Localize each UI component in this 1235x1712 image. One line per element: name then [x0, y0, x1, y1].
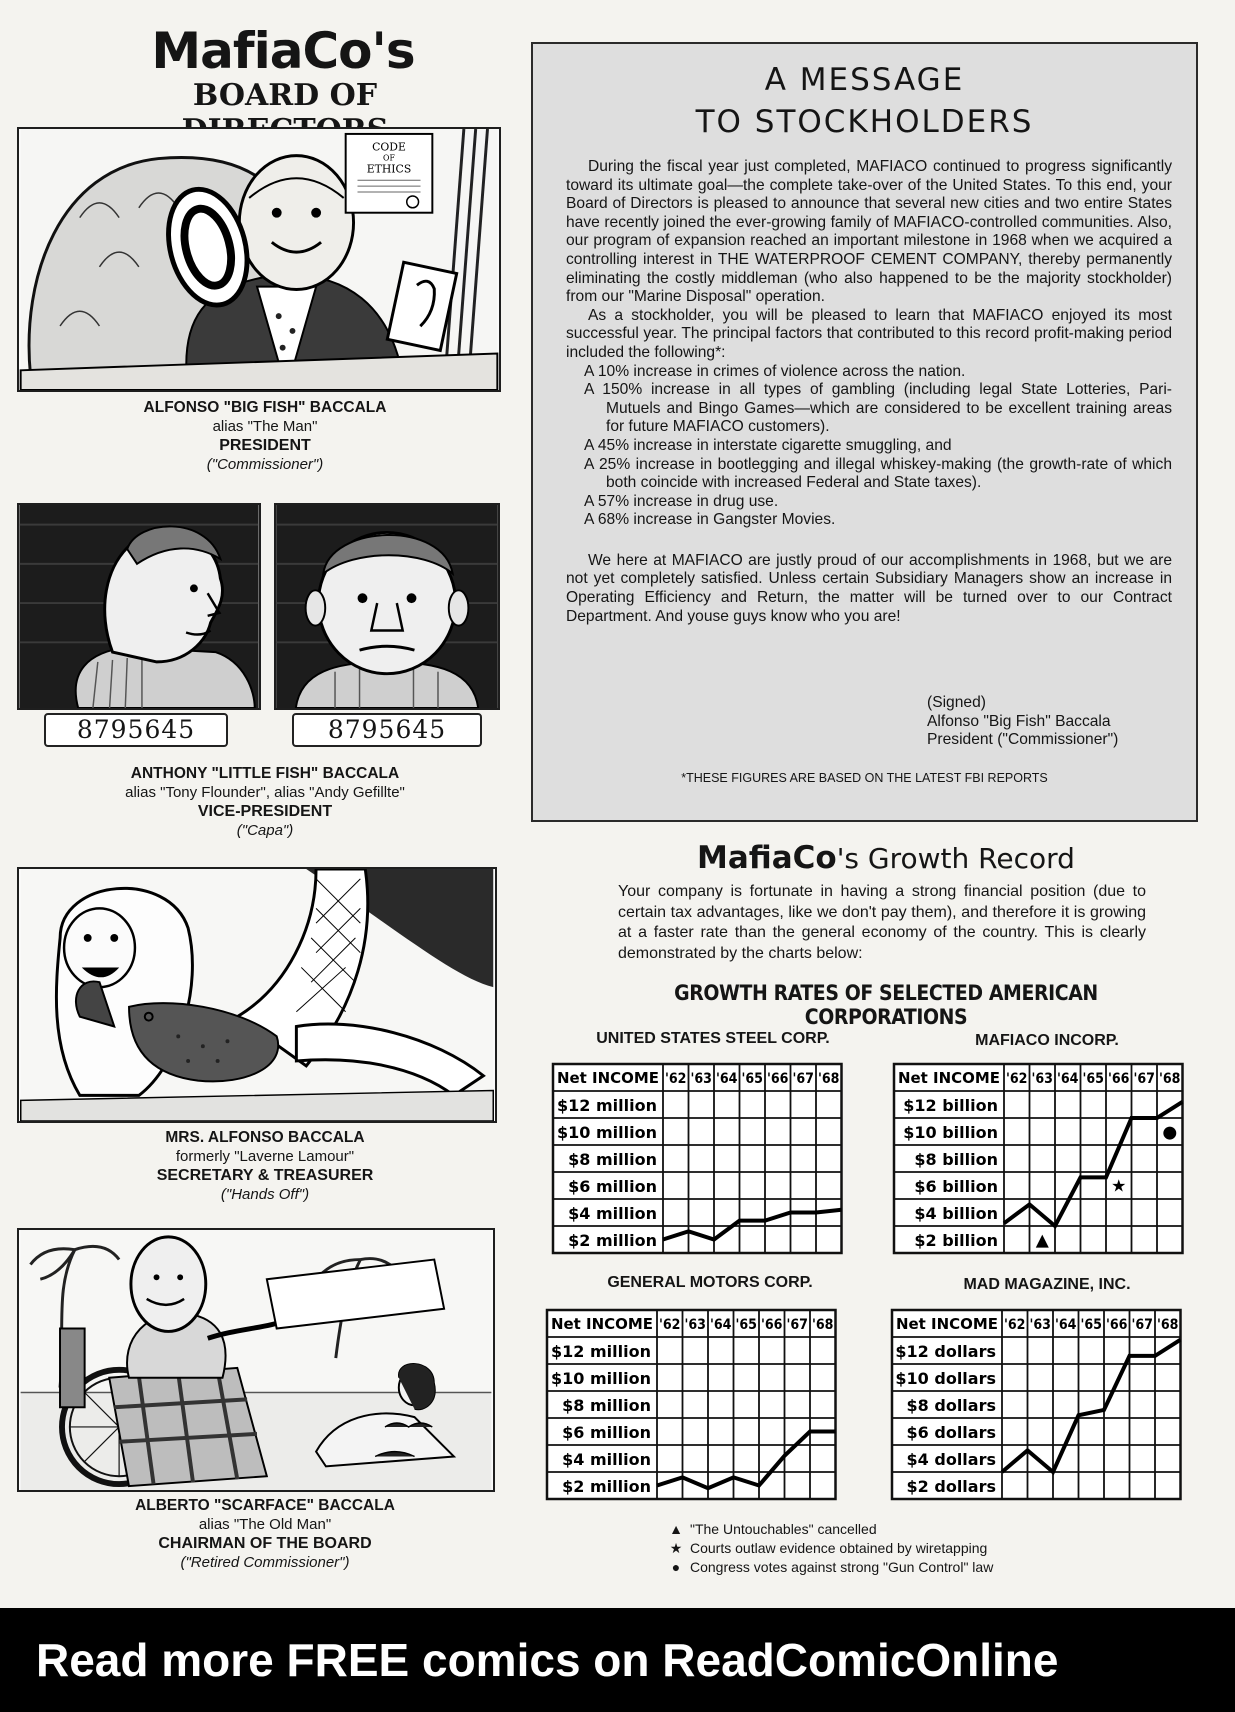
director-nickname: ("Hands Off") [220, 1186, 310, 1203]
factor-item: A 68% increase in Gangster Movies. [584, 511, 836, 529]
director-title: SECRETARY & TREASURER [156, 1167, 374, 1184]
chart-year-label: '68 [812, 1317, 834, 1333]
chart-year-label: '65 [1082, 1071, 1104, 1087]
chart-corner-label: Net INCOME [551, 1315, 653, 1333]
chart-year-label: '66 [1106, 1317, 1128, 1333]
factor-item: A 10% increase in crimes of violence across the nation. [584, 362, 966, 380]
chart-row-label: $4 million [568, 1204, 657, 1223]
chart-title-mad-magazine: MAD MAGAZINE, INC. [963, 1276, 1131, 1293]
factor-item: A 150% increase in all types of gambling (including legal State Lotteries, Pari-Mutuels and Bingo Games—which are considered to be excellent training areas for future MAFIACO customers). [584, 381, 1172, 436]
chart-row-label: $10 million [557, 1123, 657, 1142]
growth-intro-text: Your company is fortunate in having a strong financial position (due to certain tax advantages, like we don't pay them), and therefore it is growing at a faster rate than the general economy of the country. This is clearly demonstrated by the charts below: [618, 883, 1146, 962]
message-body [566, 158, 1172, 626]
director-name: ALFONSO "BIG FISH" BACCALA [143, 399, 387, 416]
message-footnote: *THESE FIGURES ARE BASED ON THE LATEST FBI REPORTS [681, 771, 1048, 785]
code-sign-line2: OF [383, 153, 395, 163]
chart-year-label: '62 [1004, 1317, 1026, 1333]
message-paragraph-3: We here at MAFIACO are justly proud of our accomplishments in 1968, but we are not yet completely satisfied. Unless certain Subsidiary Managers show an increase in Operating Efficiency and Return, the matter will be turned over to our Contract Department. And youse guys know who you are! [566, 551, 1172, 625]
chart-year-label: '64 [710, 1317, 732, 1333]
director-title: CHAIRMAN OF THE BOARD [158, 1535, 372, 1552]
chart-year-label: '63 [1029, 1317, 1051, 1333]
vp-front-drawing [276, 505, 498, 708]
chart-title-mafiaco: MAFIACO INCORP. [975, 1032, 1119, 1049]
secretary-drawing [19, 869, 495, 1121]
chart-row-label: $12 million [551, 1342, 651, 1361]
chart-row-label: $12 dollars [895, 1342, 996, 1361]
chart-year-label: '67 [786, 1317, 808, 1333]
secretary-caption [60, 1128, 470, 1204]
director-nickname: ("Retired Commissioner") [180, 1554, 350, 1571]
chart-svg [552, 1063, 843, 1254]
chart-row-label: $2 million [568, 1231, 657, 1250]
chart-row-label: $8 million [562, 1396, 651, 1415]
president-illustration [17, 127, 501, 392]
director-nickname: ("Commissioner") [206, 456, 324, 473]
code-sign-line1: CODE [372, 140, 406, 154]
chart-svg [546, 1309, 837, 1500]
factor-item: A 45% increase in interstate cigarette smuggling, and [584, 436, 952, 454]
legend-text: Congress votes against strong "Gun Control" law [690, 1559, 994, 1575]
director-title: PRESIDENT [219, 437, 311, 454]
chart-row-label: $12 billion [903, 1096, 998, 1115]
chart-row-label: $10 million [551, 1369, 651, 1388]
signature-block [927, 694, 1118, 750]
chart-row-label: $2 dollars [906, 1477, 996, 1496]
chart-year-label: '65 [735, 1317, 757, 1333]
signature-title: President ("Commissioner") [927, 731, 1119, 749]
chart-general-motors [546, 1309, 837, 1500]
vp-profile-illustration [17, 503, 261, 710]
growth-record-title [697, 840, 1075, 876]
chart-year-label: '64 [1055, 1317, 1077, 1333]
board-heading: BOARD OF [192, 78, 378, 113]
chart-row-label: $10 billion [903, 1123, 998, 1142]
chart-row-label: $4 billion [914, 1204, 998, 1223]
chart-corner-label: Net INCOME [557, 1069, 659, 1087]
chart-corner-label: Net INCOME [898, 1069, 1000, 1087]
chart-row-label: $2 billion [914, 1231, 998, 1250]
director-name: ANTHONY "LITTLE FISH" BACCALA [130, 765, 400, 782]
director-alias: alias "Tony Flounder", alias "Andy Gefillte" [125, 784, 405, 801]
chart-row-label: $8 million [568, 1150, 657, 1169]
chairman-illustration [17, 1228, 495, 1492]
vp-profile-drawing [19, 505, 259, 708]
message-paragraph-2: As a stockholder, you will be pleased to learn that MAFIACO enjoyed its most successful year. The principal factors that contributed to this record profit-making period included the following*: [566, 306, 1172, 361]
chart-row-label: $6 million [562, 1423, 651, 1442]
president-caption [60, 398, 470, 474]
chart-row-label: $4 million [562, 1450, 651, 1469]
director-alias: formerly "Laverne Lamour" [175, 1148, 355, 1165]
chart-mad-magazine [891, 1309, 1182, 1500]
chart-year-label: '67 [1133, 1071, 1155, 1087]
chart-year-label: '65 [741, 1071, 763, 1087]
chart-title-general-motors: GENERAL MOTORS CORP. [607, 1274, 813, 1291]
director-title: VICE-PRESIDENT [197, 803, 333, 820]
chart-year-label: '62 [659, 1317, 681, 1333]
vp-caption [60, 764, 470, 840]
chart-row-label: $6 billion [914, 1177, 998, 1196]
chart-svg [893, 1063, 1184, 1254]
chart-row-label: $2 million [562, 1477, 651, 1496]
chart-year-label: '67 [1131, 1317, 1153, 1333]
legend-star-icon: ★ [669, 1540, 683, 1556]
chart-year-label: '64 [1057, 1071, 1079, 1087]
chart-year-label: '67 [792, 1071, 814, 1087]
legend-text: Courts outlaw evidence obtained by wiretapping [690, 1540, 988, 1556]
president-drawing [19, 129, 499, 390]
message-title-line1: A MESSAGE [764, 62, 965, 98]
legend-dot-icon: ● [671, 1559, 681, 1575]
chart-year-label: '68 [1157, 1317, 1179, 1333]
chart-us-steel [552, 1063, 843, 1254]
chart-legend [668, 1520, 993, 1577]
message-paragraph-1: During the fiscal year just completed, MAFIACO continued to progress significantly toward its ultimate goal—the complete take-over of the United States. To this end, your Board of Directors is pleased to announce that several new cities and two entire States have recently joined the ever-growing family of MAFIACO-controlled communities. Also, our program of expansion reached an important milestone in 1968 when we acquired a controlling interest in THE WATERPROOF CEMENT COMPANY, thereby permanently eliminating the costly middleman (who also happened to be the majority stockholder) from our "Marine Disposal" operation. [566, 158, 1172, 306]
chart-row-label: $8 billion [914, 1150, 998, 1169]
stockholder-message-box [531, 42, 1198, 822]
message-title-line2: TO STOCKHOLDERS [695, 104, 1034, 140]
chart-row-label: $8 dollars [906, 1396, 996, 1415]
code-sign-line3: ETHICS [366, 162, 412, 176]
chart-year-label: '66 [1108, 1071, 1130, 1087]
chart-year-label: '64 [716, 1071, 738, 1087]
chart-year-label: '68 [818, 1071, 840, 1087]
event-marker: ★ [1111, 1176, 1127, 1197]
chart-svg [891, 1309, 1182, 1500]
growth-title-brand: MafiaCo [697, 840, 837, 876]
secretary-illustration [17, 867, 497, 1123]
chart-year-label: '63 [684, 1317, 706, 1333]
vp-front-illustration [274, 503, 500, 710]
chart-row-label: $6 million [568, 1177, 657, 1196]
director-nickname: ("Capa") [236, 822, 294, 839]
chart-year-label: '68 [1159, 1071, 1181, 1087]
signature-signed: (Signed) [927, 694, 986, 711]
chart-year-label: '62 [665, 1071, 687, 1087]
legend-text: "The Untouchables" cancelled [690, 1521, 877, 1537]
chart-row-label: $10 dollars [895, 1369, 996, 1388]
chairman-drawing [19, 1230, 493, 1490]
chart-mafiaco [893, 1063, 1184, 1254]
director-name: ALBERTO "SCARFACE" BACCALA [135, 1497, 395, 1514]
chart-year-label: '66 [761, 1317, 783, 1333]
company-logo [118, 22, 448, 80]
chart-year-label: '66 [767, 1071, 789, 1087]
chart-row-label: $6 dollars [906, 1423, 996, 1442]
director-alias: alias "The Man" [212, 418, 318, 435]
chart-row-label: $12 million [557, 1096, 657, 1115]
promo-banner[interactable]: Read more FREE comics on ReadComicOnline [0, 1608, 1235, 1712]
growth-title-rest: 's Growth Record [836, 842, 1075, 875]
chart-year-label: '65 [1080, 1317, 1102, 1333]
logo-text: MafiaCo [151, 22, 372, 80]
legend-item [668, 1520, 993, 1539]
chart-year-label: '63 [1031, 1071, 1053, 1087]
event-marker: ▲ [1035, 1230, 1049, 1251]
mug-number-plate-right: 8795645 [292, 713, 482, 747]
signature-name: Alfonso "Big Fish" Baccala [927, 712, 1111, 730]
factor-item: A 57% increase in drug use. [584, 492, 779, 510]
event-marker: ● [1162, 1122, 1178, 1143]
chart-corner-label: Net INCOME [896, 1315, 998, 1333]
logo-suffix: 's [371, 22, 415, 80]
director-name: MRS. ALFONSO BACCALA [165, 1129, 365, 1146]
legend-item [668, 1539, 993, 1558]
chairman-caption [60, 1496, 470, 1572]
chart-year-label: '62 [1006, 1071, 1028, 1087]
mug-number-plate-left: 8795645 [44, 713, 228, 747]
factor-item: A 25% increase in bootlegging and illegal whiskey-making (the growth-rate of which both coincide with increased Federal and State taxes). [584, 455, 1172, 492]
growth-rates-heading: GROWTH RATES OF SELECTED AMERICAN CORPORATIONS [674, 981, 1098, 1029]
legend-triangle-icon: ▲ [669, 1521, 683, 1537]
chart-year-label: '63 [690, 1071, 712, 1087]
director-alias: alias "The Old Man" [198, 1516, 332, 1533]
chart-row-label: $4 dollars [906, 1450, 996, 1469]
legend-item [668, 1558, 993, 1577]
chart-title-us-steel: UNITED STATES STEEL CORP. [596, 1030, 830, 1047]
